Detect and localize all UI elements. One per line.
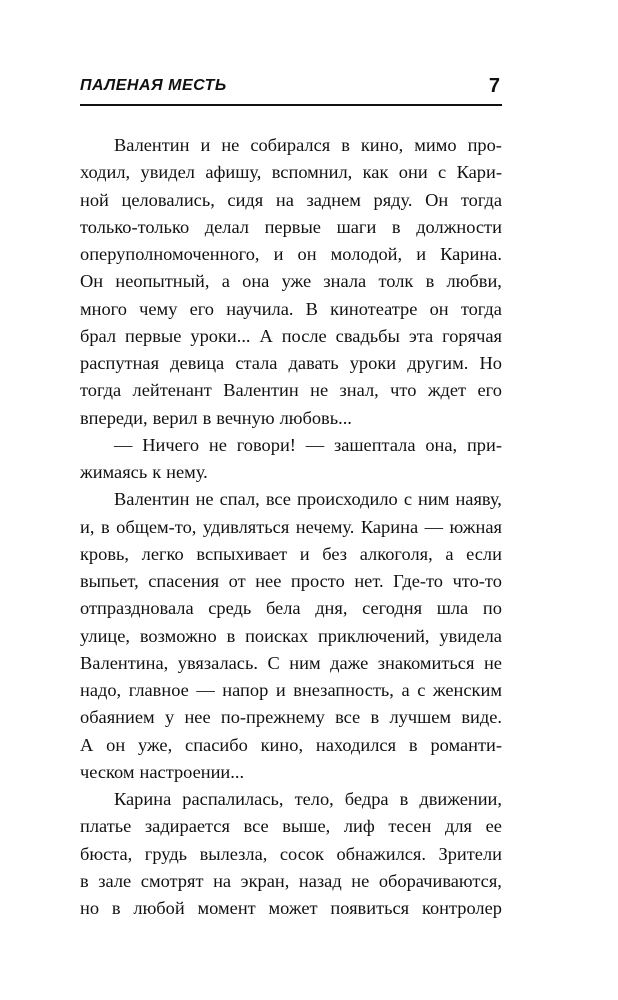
book-title: ПАЛЕНАЯ МЕСТЬ: [80, 77, 227, 94]
text-line: Он неопытный, а она уже знала толк в любви,: [80, 271, 502, 292]
text-line: в зале смотрят на экран, назад не оборачиваются,: [80, 870, 502, 891]
text-line: ческом настроении...: [80, 761, 245, 782]
text-line: ной целовались, сидя на заднем ряду. Он тогда: [80, 189, 502, 210]
body-text: [80, 132, 502, 922]
text-line: ходил, увидел афишу, вспомнил, как они с Кари-: [80, 162, 502, 183]
text-line: Валентина, увязалась. С ним даже знакомиться не: [80, 652, 502, 673]
text-line: Валентин не спал, все происходило с ним наяву,: [114, 489, 502, 510]
text-line: обаянием у нее по-прежнему все в лучшем виде.: [80, 707, 502, 728]
text-line: бюста, грудь вылезла, сосок обнажился. Зрители: [80, 843, 502, 864]
page-number: 7: [488, 75, 500, 97]
text-line: Валентин и не собирался в кино, мимо про-: [114, 135, 502, 155]
text-line: впереди, верил в вечную любовь...: [80, 407, 352, 428]
text-line: отпраздновала средь бела дня, сегодня шла по: [80, 598, 502, 619]
text-line: — Ничего не говори! — зашептала она, при-: [114, 434, 502, 455]
text-line: распутная девица стала давать уроки другим. Но: [80, 353, 502, 373]
text-line: много чему его научила. В кинотеатре он тогда: [80, 298, 502, 319]
text-line: улице, возможно в поисках приключений, увидела: [80, 625, 502, 646]
text-line: платье задирается все выше, лиф тесен для ее: [80, 816, 502, 837]
text-line: но в любой момент может появиться контролер: [80, 898, 502, 918]
text-line: Карина распалилась, тело, бедра в движении,: [114, 789, 502, 809]
text-line: тогда лейтенант Валентин не знал, что ждет его: [80, 380, 502, 401]
text-line: надо, главное — напор и внезапность, а с женским: [80, 680, 502, 700]
text-line: оперуполномоченного, и он молодой, и Карина.: [80, 244, 502, 264]
text-line: выпьет, спасения от нее просто нет. Где-то что-то: [80, 571, 502, 591]
running-header: [80, 77, 500, 103]
text-line: жимаясь к нему.: [80, 462, 208, 482]
header-rule: [80, 104, 502, 106]
text-line: кровь, легко вспыхивает и без алкоголя, а если: [80, 543, 502, 564]
text-line: и, в общем-то, удивляться нечему. Карина — южная: [80, 516, 502, 537]
text-line: А он уже, спасибо кино, находился в романти-: [80, 734, 502, 755]
text-line: только-только делал первые шаги в должности: [80, 216, 502, 237]
text-line: брал первые уроки... А после свадьбы эта горячая: [80, 325, 502, 346]
